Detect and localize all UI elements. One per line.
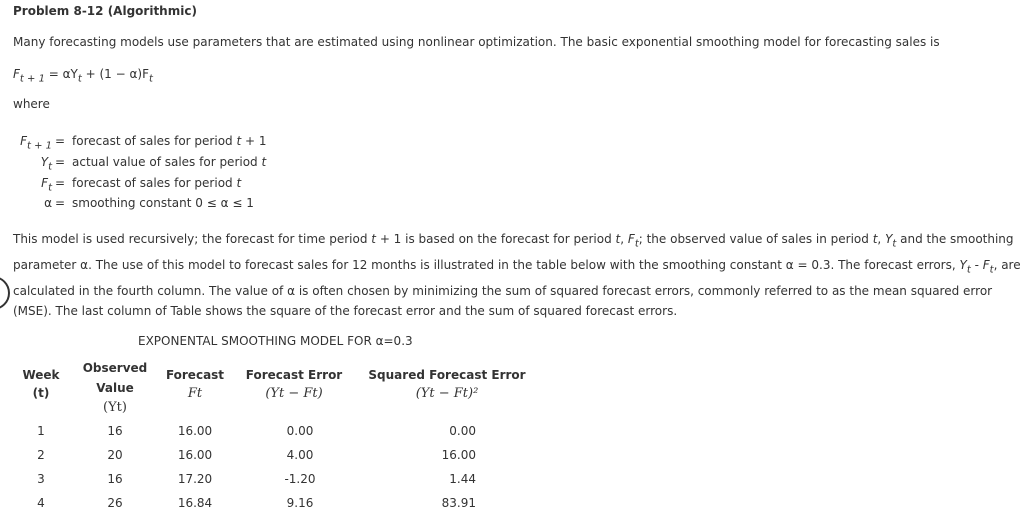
cell-error: 0.00 xyxy=(286,424,314,438)
problem-title: Problem 8-12 (Algorithmic) xyxy=(13,4,197,18)
cell-squared-error: 16.00 xyxy=(441,448,476,462)
definition-equals: = xyxy=(55,196,66,210)
formula-end-sub: t xyxy=(148,73,153,85)
model-explanation-paragraph: This model is used recursively; the forecast for time period t + 1 is based on the forecast for period t, $F_t$; the observed value of sales in period t, $Y_t$ and the smoothing parameter α. The use of this model to forecast sales for 12 months is illustrated in the table below with the smoothing constant α = 0.3. The forecast errors, $Y_t - F_t$, are calculated in the fourth column. The value of α is often chosen by minimizing the sum of squared forecast errors, commonly referred to as the mean squared error (MSE). The last column of Table shows the square of the forecast error and the sum of squared forecast errors. xyxy=(13,232,1021,319)
cell-error: 4.00 xyxy=(286,448,314,462)
formula-lhs: F xyxy=(13,67,20,81)
cell-forecast: 16.00 xyxy=(177,448,213,462)
definition-symbol: $F_{t + 1}$ xyxy=(20,134,52,152)
intro-text: Many forecasting models use parameters that are estimated using nonlinear optimization. The basic exponential smoothing model for forecasting sales is xyxy=(13,35,940,49)
cell-squared-error: 1.44 xyxy=(449,472,476,486)
definition-equals: = xyxy=(55,134,66,148)
header-forecast-error: Forecast Error (Yt − Ft) xyxy=(245,368,343,401)
definition-text: actual value of sales for period t xyxy=(72,155,267,169)
definition-equals: = xyxy=(55,155,66,169)
cell-week: 3 xyxy=(37,472,45,486)
definition-text: forecast of sales for period t + 1 xyxy=(72,134,267,148)
cell-forecast: 17.20 xyxy=(177,472,213,486)
formula-mid: + (1 − α)F xyxy=(81,67,149,81)
cell-forecast: 16.84 xyxy=(177,496,213,510)
definition-equals: = xyxy=(55,176,66,190)
cell-squared-error: 83.91 xyxy=(441,496,476,510)
header-forecast: Forecast Ft xyxy=(165,368,225,401)
formula-eq: = xyxy=(44,67,63,81)
cell-observed: 20 xyxy=(107,448,123,462)
cell-squared-error: 0.00 xyxy=(449,424,476,438)
table-title: EXPONENTAL SMOOTHING MODEL FOR α=0.3 xyxy=(138,334,413,348)
definition-symbol: $F_t$ xyxy=(41,176,52,194)
definition-text: smoothing constant 0 ≤ α ≤ 1 xyxy=(72,196,254,210)
header-squared-error: Squared Forecast Error (Yt − Ft)² xyxy=(368,368,526,401)
cell-observed: 26 xyxy=(107,496,123,510)
formula-term1-sub: t xyxy=(77,73,82,85)
definition-text: forecast of sales for period t xyxy=(72,176,242,190)
where-label: where xyxy=(13,97,50,111)
formula-term1: αY xyxy=(62,67,78,81)
formula-lhs-sub: t + 1 xyxy=(19,73,45,85)
cell-observed: 16 xyxy=(107,472,123,486)
smoothing-formula xyxy=(13,67,153,84)
cell-week: 4 xyxy=(37,496,45,510)
cropped-circle-icon xyxy=(0,276,10,310)
cell-observed: 16 xyxy=(107,424,123,438)
definition-symbol: $Y_t$ xyxy=(40,155,52,173)
cell-error: -1.20 xyxy=(284,472,316,486)
cell-error: 9.16 xyxy=(286,496,314,510)
cell-week: 2 xyxy=(37,448,45,462)
definition-symbol: α xyxy=(44,196,52,210)
header-observed: Observed Value (Yt) xyxy=(82,361,148,415)
cell-forecast: 16.00 xyxy=(177,424,213,438)
cell-week: 1 xyxy=(37,424,45,438)
header-week: Week (t) xyxy=(22,368,60,400)
